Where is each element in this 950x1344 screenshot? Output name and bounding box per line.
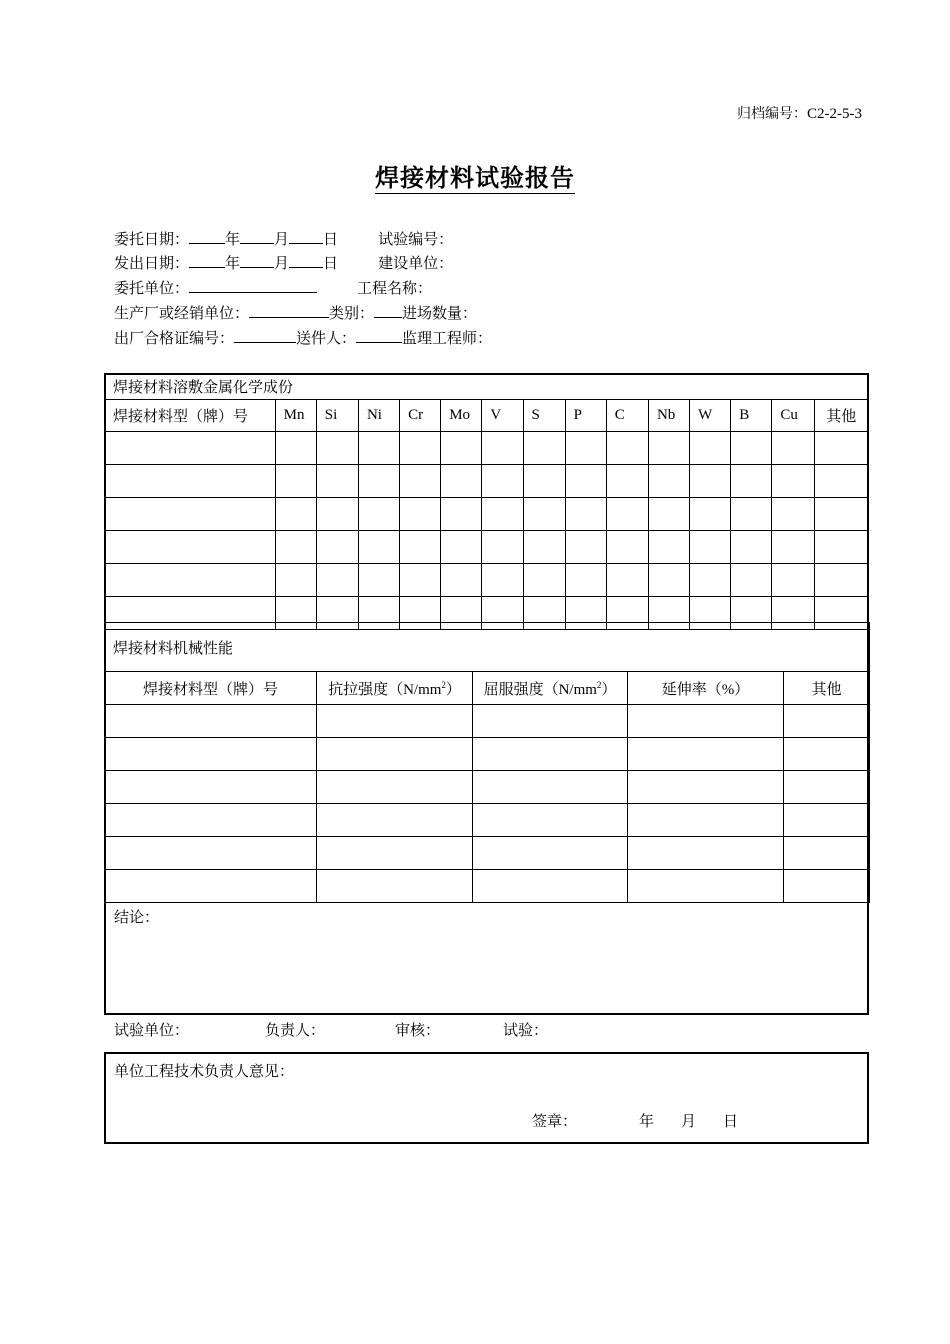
certificate-line: 出厂合格证编号： 送件人： 监理工程师： xyxy=(114,327,492,349)
chem-col-header: Ni xyxy=(358,400,399,432)
chem-section-title: 焊接材料溶敷金属化学成份 xyxy=(105,374,869,400)
manufacturer-blank[interactable] xyxy=(249,303,329,318)
chem-col-header: W xyxy=(690,400,731,432)
opinion-label: 单位工程技术负责人意见： xyxy=(114,1064,295,1080)
entrust-month-blank[interactable] xyxy=(240,229,274,244)
conclusion-label: 结论： xyxy=(114,910,160,926)
entrust-unit-blank[interactable] xyxy=(189,278,317,293)
chem-grade-header: 焊接材料型（牌）号 xyxy=(105,400,276,432)
entrust-day-blank[interactable] xyxy=(289,229,323,244)
chem-table xyxy=(104,373,869,630)
chem-col-header: P xyxy=(565,400,606,432)
certificate-blank[interactable] xyxy=(234,328,296,343)
table-row xyxy=(105,564,869,597)
mech-elongation-header: 延伸率（%） xyxy=(628,672,784,705)
table-row xyxy=(105,531,869,564)
chem-col-header: Mo xyxy=(441,400,482,432)
archive-number-value: C2-2-5-3 xyxy=(807,106,862,122)
chem-col-header: C xyxy=(606,400,648,432)
mech-yield-header: 屈服强度$(N/mm^2)$ xyxy=(473,672,628,705)
responsible-label: 负责人： xyxy=(265,1023,326,1039)
chem-header-row xyxy=(105,400,869,432)
test-no-label: 试验编号： xyxy=(378,232,454,248)
mech-table xyxy=(104,622,870,903)
table-row xyxy=(105,432,869,465)
opinion-box xyxy=(104,1052,869,1144)
chem-body xyxy=(105,432,869,630)
chem-col-header: S xyxy=(523,400,565,432)
manufacturer-line: 生产厂或经销单位： 类别： 进场数量： xyxy=(114,302,477,324)
mech-grade-header: 焊接材料型（牌）号 xyxy=(105,672,317,705)
chem-col-header: B xyxy=(731,400,772,432)
construction-unit-label: 建设单位： xyxy=(378,256,454,272)
mech-other-header: 其他 xyxy=(784,672,870,705)
issue-day-blank[interactable] xyxy=(289,253,323,268)
opinion-year: 年 xyxy=(639,1114,655,1130)
table-row xyxy=(105,705,870,738)
mech-tensile-header: 抗拉强度$(N/mm^2)$ xyxy=(317,672,473,705)
category-blank[interactable] xyxy=(374,303,402,318)
opinion-month: 月 xyxy=(681,1114,697,1130)
test-unit-label: 试验单位： xyxy=(114,1023,190,1039)
mech-body xyxy=(105,705,870,903)
page-title: 焊接材料试验报告 xyxy=(375,163,575,192)
archive-number xyxy=(0,103,862,123)
chem-col-header: Mn xyxy=(275,400,316,432)
chem-col-header: 其他 xyxy=(814,400,868,432)
chem-col-header: Cr xyxy=(400,400,441,432)
chem-col-header: Cu xyxy=(772,400,814,432)
table-row xyxy=(105,738,870,771)
table-row xyxy=(105,870,870,903)
table-row xyxy=(105,804,870,837)
issue-month-blank[interactable] xyxy=(240,253,274,268)
archive-number-label: 归档编号： xyxy=(737,106,807,122)
table-row xyxy=(105,465,869,498)
chem-col-header: V xyxy=(482,400,523,432)
entrust-year-blank[interactable] xyxy=(189,229,225,244)
mech-section-title: 焊接材料机械性能 xyxy=(105,623,870,672)
issue-year-blank[interactable] xyxy=(189,253,225,268)
table-row xyxy=(105,498,869,531)
table-row xyxy=(105,771,870,804)
seal-label: 签章： xyxy=(532,1114,578,1130)
mech-header-row xyxy=(105,672,870,705)
review-label: 审核： xyxy=(395,1023,441,1039)
tester-label: 试验： xyxy=(503,1023,549,1039)
issue-date-line: 发出日期： 年 月 日 建设单位： xyxy=(114,252,453,274)
entrust-unit-line: 委托单位： 工程名称： xyxy=(114,277,432,299)
chem-col-header: Si xyxy=(316,400,358,432)
sender-blank[interactable] xyxy=(356,328,402,343)
conclusion-area[interactable] xyxy=(106,930,866,1012)
table-row xyxy=(105,837,870,870)
project-name-label: 工程名称： xyxy=(357,281,433,297)
entrust-date-line: 委托日期： 年 月 日 试验编号： xyxy=(114,228,453,250)
chem-col-header: Nb xyxy=(648,400,689,432)
opinion-day: 日 xyxy=(723,1114,739,1130)
